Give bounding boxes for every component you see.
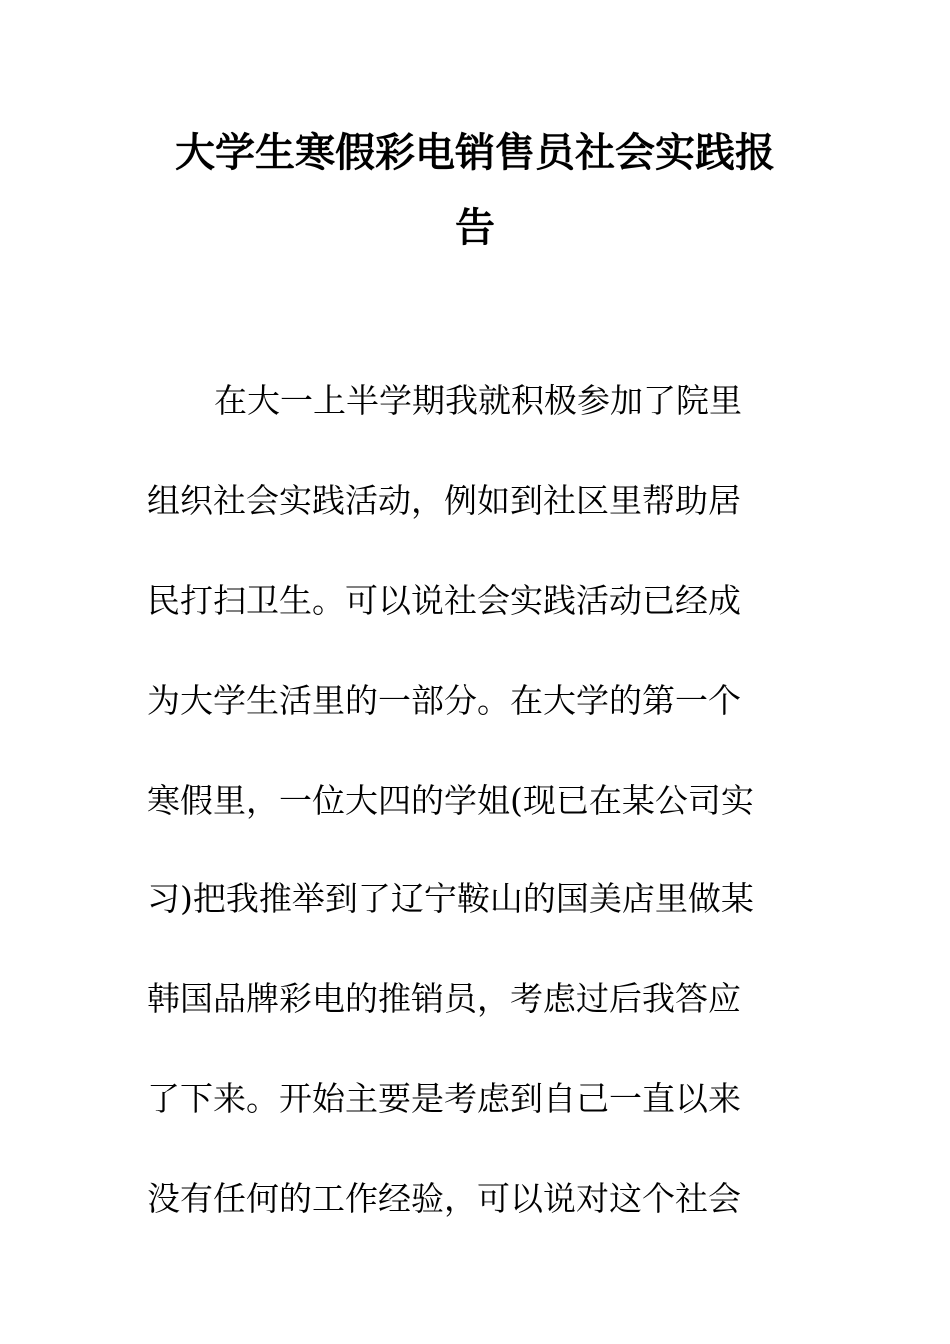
paragraph-line-2: 组织社会实践活动，例如到社区里帮助居 xyxy=(147,481,741,520)
paragraph-line-9: 没有任何的工作经验，可以说对这个社会 xyxy=(147,1179,741,1218)
document-title-line-2: 告 xyxy=(455,204,495,251)
paragraph-line-4: 为大学生活里的一部分。在大学的第一个 xyxy=(147,681,741,720)
paragraph-line-7: 韩国品牌彩电的推销员，考虑过后我答应 xyxy=(147,979,741,1018)
document-title-line-1: 大学生寒假彩电销售员社会实践报 xyxy=(175,129,775,176)
paragraph-line-3: 民打扫卫生。可以说社会实践活动已经成 xyxy=(147,581,741,620)
paragraph-line-1: 在大一上半学期我就积极参加了院里 xyxy=(214,381,742,420)
paragraph-line-6: 习)把我推举到了辽宁鞍山的国美店里做某 xyxy=(147,879,754,918)
paragraph-line-8: 了下来。开始主要是考虑到自己一直以来 xyxy=(147,1079,741,1118)
paragraph-line-5: 寒假里，一位大四的学姐(现已在某公司实 xyxy=(147,781,754,820)
